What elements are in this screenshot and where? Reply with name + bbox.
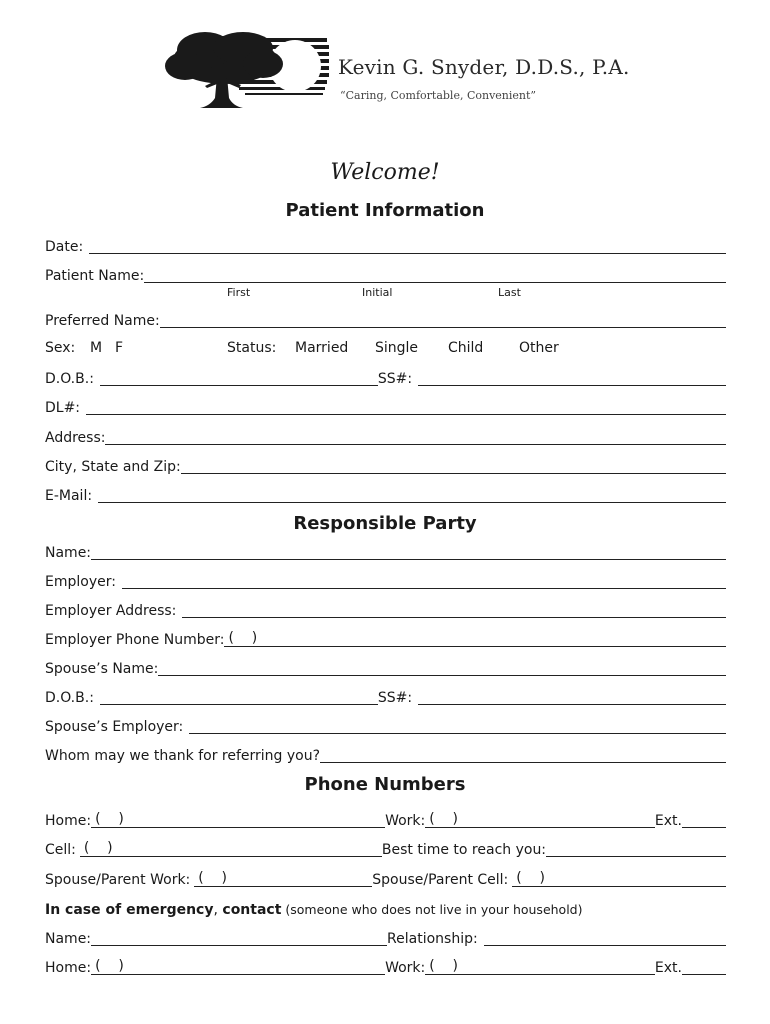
cell-best-time-row	[45, 837, 726, 859]
emergency-work-field[interactable]	[425, 959, 655, 975]
address-row	[45, 425, 726, 447]
relationship-field[interactable]	[484, 930, 726, 946]
ext-field[interactable]	[682, 812, 726, 828]
best-time-label: Best time to reach you:	[381, 842, 547, 858]
rp-name-label: Name:	[45, 545, 92, 561]
emergency-name-row	[45, 926, 726, 948]
cell-phone-label: Cell:	[45, 842, 76, 858]
address-label: Address:	[45, 430, 106, 446]
spouse-parent-work-field[interactable]	[194, 871, 372, 887]
rp-ss-field[interactable]	[418, 689, 726, 705]
emergency-contact-word: contact	[222, 902, 282, 918]
last-name-caption: Last	[498, 286, 521, 299]
preferred-name-row	[45, 308, 726, 330]
area-code-parens: ( )	[228, 630, 258, 646]
preferred-name-field[interactable]	[160, 312, 726, 328]
employer-address-field[interactable]	[182, 602, 726, 618]
sex-label: Sex:	[45, 340, 76, 356]
rp-dob-field[interactable]	[100, 689, 378, 705]
spouse-employer-row	[45, 714, 726, 736]
spouse-parent-cell-label: Spouse/Parent Cell:	[372, 872, 509, 888]
dob-field[interactable]	[100, 370, 378, 386]
dl-label: DL#:	[45, 400, 81, 416]
spouse-employer-field[interactable]	[189, 718, 726, 734]
emergency-name-field[interactable]	[91, 930, 387, 946]
status-option-single[interactable]: Single	[375, 340, 419, 356]
emergency-home-area-code: ( )	[95, 958, 124, 974]
city-state-zip-label: City, State and Zip:	[45, 459, 181, 475]
work-phone-label: Work:	[385, 813, 426, 829]
date-label: Date:	[45, 239, 84, 255]
home-area-code: ( )	[95, 811, 124, 827]
patient-name-field[interactable]	[144, 267, 726, 283]
practice-name: Kevin G. Snyder, D.D.S., P.A.	[338, 55, 630, 79]
rp-dob-label: D.O.B.:	[45, 690, 94, 706]
initial-caption: Initial	[362, 286, 393, 299]
address-field[interactable]	[105, 429, 726, 445]
spouse-name-row	[45, 656, 726, 678]
status-label: Status:	[227, 340, 277, 356]
cell-phone-field[interactable]	[80, 841, 382, 857]
employer-address-row	[45, 598, 726, 620]
emergency-ext-field[interactable]	[682, 959, 726, 975]
status-option-other[interactable]: Other	[519, 340, 559, 356]
patient-information-title: Patient Information	[285, 200, 485, 221]
patient-name-label: Patient Name:	[45, 268, 145, 284]
relationship-label: Relationship:	[387, 931, 478, 947]
emergency-home-field[interactable]	[91, 959, 385, 975]
preferred-name-label: Preferred Name:	[45, 313, 160, 329]
home-phone-label: Home:	[45, 813, 92, 829]
tree-logo	[165, 28, 335, 110]
spouse-employer-label: Spouse’s Employer:	[45, 719, 184, 735]
patient-name-row	[45, 263, 726, 285]
employer-address-label: Employer Address:	[45, 603, 177, 619]
emergency-ext-label: Ext.	[654, 960, 682, 976]
rp-name-field[interactable]	[91, 544, 726, 560]
employer-phone-field[interactable]	[224, 631, 726, 647]
best-time-field[interactable]	[546, 841, 726, 857]
dl-field[interactable]	[86, 399, 726, 415]
ext-label: Ext.	[654, 813, 682, 829]
rp-name-row	[45, 540, 726, 562]
status-option-married[interactable]: Married	[295, 340, 349, 356]
spouse-parent-cell-field[interactable]	[512, 871, 726, 887]
date-row	[45, 234, 726, 256]
ss-label: SS#:	[377, 371, 413, 387]
spouse-parent-work-label: Spouse/Parent Work:	[45, 872, 191, 888]
spouse-parent-cell-area-code: ( )	[516, 870, 546, 886]
home-phone-field[interactable]	[91, 812, 385, 828]
ss-field[interactable]	[418, 370, 726, 386]
employer-row	[45, 569, 726, 591]
dob-label: D.O.B.:	[45, 371, 94, 387]
status-option-child[interactable]: Child	[448, 340, 484, 356]
spouse-parent-phones-row	[45, 867, 726, 889]
home-work-row	[45, 808, 726, 830]
employer-field[interactable]	[122, 573, 726, 589]
emergency-comma: ,	[213, 902, 223, 918]
dl-row	[45, 395, 726, 417]
emergency-work-area-code: ( )	[429, 958, 458, 974]
spouse-name-field[interactable]	[158, 660, 726, 676]
referral-row	[45, 743, 726, 765]
city-state-zip-field[interactable]	[181, 458, 726, 474]
email-label: E-Mail:	[45, 488, 93, 504]
emergency-work-label: Work:	[385, 960, 426, 976]
employer-label: Employer:	[45, 574, 116, 590]
employer-phone-row	[45, 627, 726, 649]
emergency-name-label: Name:	[45, 931, 92, 947]
work-phone-field[interactable]	[425, 812, 655, 828]
email-field[interactable]	[98, 487, 726, 503]
city-state-zip-row	[45, 454, 726, 476]
referral-label: Whom may we thank for referring you?	[45, 748, 321, 764]
rp-dob-ss-row	[45, 685, 726, 707]
date-field[interactable]	[89, 238, 726, 254]
referral-field[interactable]	[320, 747, 726, 763]
practice-tagline: “Caring, Comfortable, Convenient”	[340, 89, 537, 102]
cell-area-code: ( )	[83, 840, 113, 856]
spouse-parent-work-area-code: ( )	[198, 870, 228, 886]
spouse-name-label: Spouse’s Name:	[45, 661, 159, 677]
employer-phone-label: Employer Phone Number:	[45, 632, 225, 648]
emergency-heading: In case of emergency	[45, 902, 214, 918]
phone-numbers-title: Phone Numbers	[304, 774, 466, 795]
first-name-caption: First	[227, 286, 251, 299]
email-row	[45, 483, 726, 505]
sex-option-f[interactable]: F	[115, 340, 124, 356]
emergency-home-label: Home:	[45, 960, 92, 976]
welcome-heading: Welcome!	[330, 160, 440, 185]
responsible-party-title: Responsible Party	[293, 513, 477, 534]
dob-ss-row	[45, 366, 726, 388]
emergency-note: (someone who does not live in your household)	[281, 902, 583, 917]
work-area-code: ( )	[429, 811, 458, 827]
emergency-phones-row	[45, 955, 726, 977]
rp-ss-label: SS#:	[377, 690, 413, 706]
sex-option-m[interactable]: M	[90, 340, 103, 356]
emergency-heading-row	[45, 897, 726, 919]
